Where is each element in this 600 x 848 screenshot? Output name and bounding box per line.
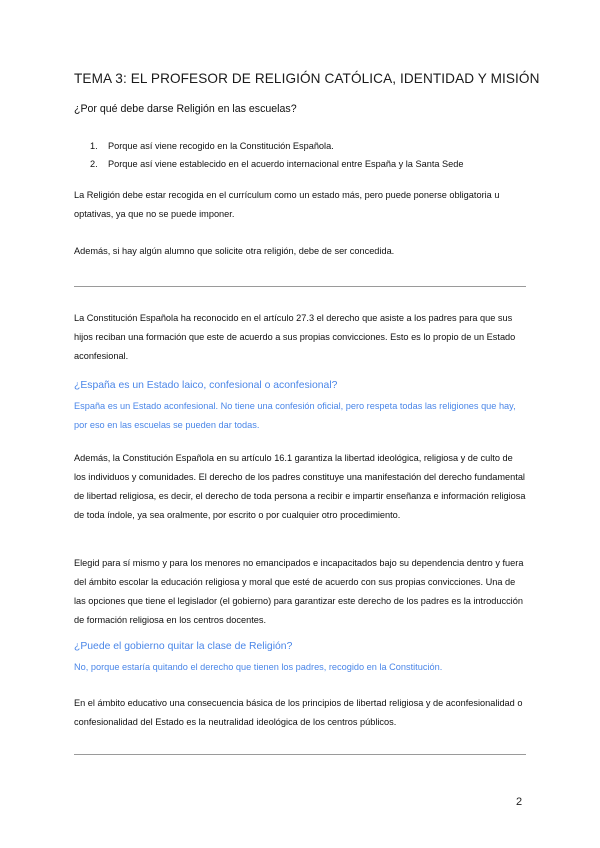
reasons-list xyxy=(74,137,526,173)
horizontal-divider xyxy=(74,286,526,287)
question-heading: ¿Por qué debe darse Religión en las escuelas? xyxy=(74,103,297,115)
paragraph-article-27: La Constitución Española ha reconocido en el artículo 27.3 el derecho que asiste a los padres para que sus hijos reciban una formación que este de acuerdo a sus propias convicciones. Esto es lo propio de un Estado aconfesional. xyxy=(74,313,516,361)
paragraph-other-religion: Además, si hay algún alumno que solicite otra religión, debe de ser concedida. xyxy=(74,246,395,256)
blue-answer: No, porque estaría quitando el derecho que tienen los padres, recogido en la Constitución. xyxy=(74,662,443,672)
list-number: 1. xyxy=(90,141,98,151)
list-number: 2. xyxy=(90,159,98,169)
paragraph-elegid: Elegid para sí mismo y para los menores no emancipados e incapacitados bajo su dependencia dentro y fuera del ámbito escolar la educación religiosa y moral que esté de acuerdo con sus propias convicciones. Una de las opciones que tiene el legislador (el gobierno) para garantizar este derecho de los padres es la introducción de formación religiosa en los centros docentes. xyxy=(74,558,524,625)
list-text: Porque así viene recogido en la Constitución Española. xyxy=(108,141,334,151)
blue-question-heading: ¿Puede el gobierno quitar la clase de Religión? xyxy=(74,641,293,652)
page-title: TEMA 3: EL PROFESOR DE RELIGIÓN CATÓLICA, IDENTIDAD Y MISIÓN xyxy=(74,71,540,86)
list-text: Porque así viene establecido en el acuerdo internacional entre España y la Santa Sede xyxy=(108,159,464,169)
paragraph-curriculum: La Religión debe estar recogida en el currículum como un estado más, pero puede ponerse obligatoria u optativas, ya que no se puede imponer. xyxy=(74,190,500,219)
list-item xyxy=(74,137,526,155)
list-item xyxy=(74,155,526,173)
blue-answer: España es un Estado aconfesional. No tiene una confesión oficial, pero respeta todas las religiones que hay, por eso en las escuelas se pueden dar todas. xyxy=(74,401,516,430)
page-number: 2 xyxy=(516,796,523,808)
horizontal-divider xyxy=(74,754,526,755)
blue-question-heading: ¿España es un Estado laico, confesional o aconfesional? xyxy=(74,380,338,391)
paragraph-article-16: Además, la Constitución Española en su artículo 16.1 garantiza la libertad ideológica, religiosa y de culto de los individuos y comunidades. El derecho de los padres constituye una manifestación del derecho fundamental de libertad religiosa, es decir, el derecho de toda persona a recibir e impartir enseñanza e información religiosa de toda índole, ya sea oralmente, por escrito o por cualquier otro procedimiento. xyxy=(74,453,526,520)
paragraph-neutrality: En el ámbito educativo una consecuencia básica de los principios de libertad religiosa y de aconfesionalidad o confesionalidad del Estado es la neutralidad ideológica de los centros públicos. xyxy=(74,698,523,727)
